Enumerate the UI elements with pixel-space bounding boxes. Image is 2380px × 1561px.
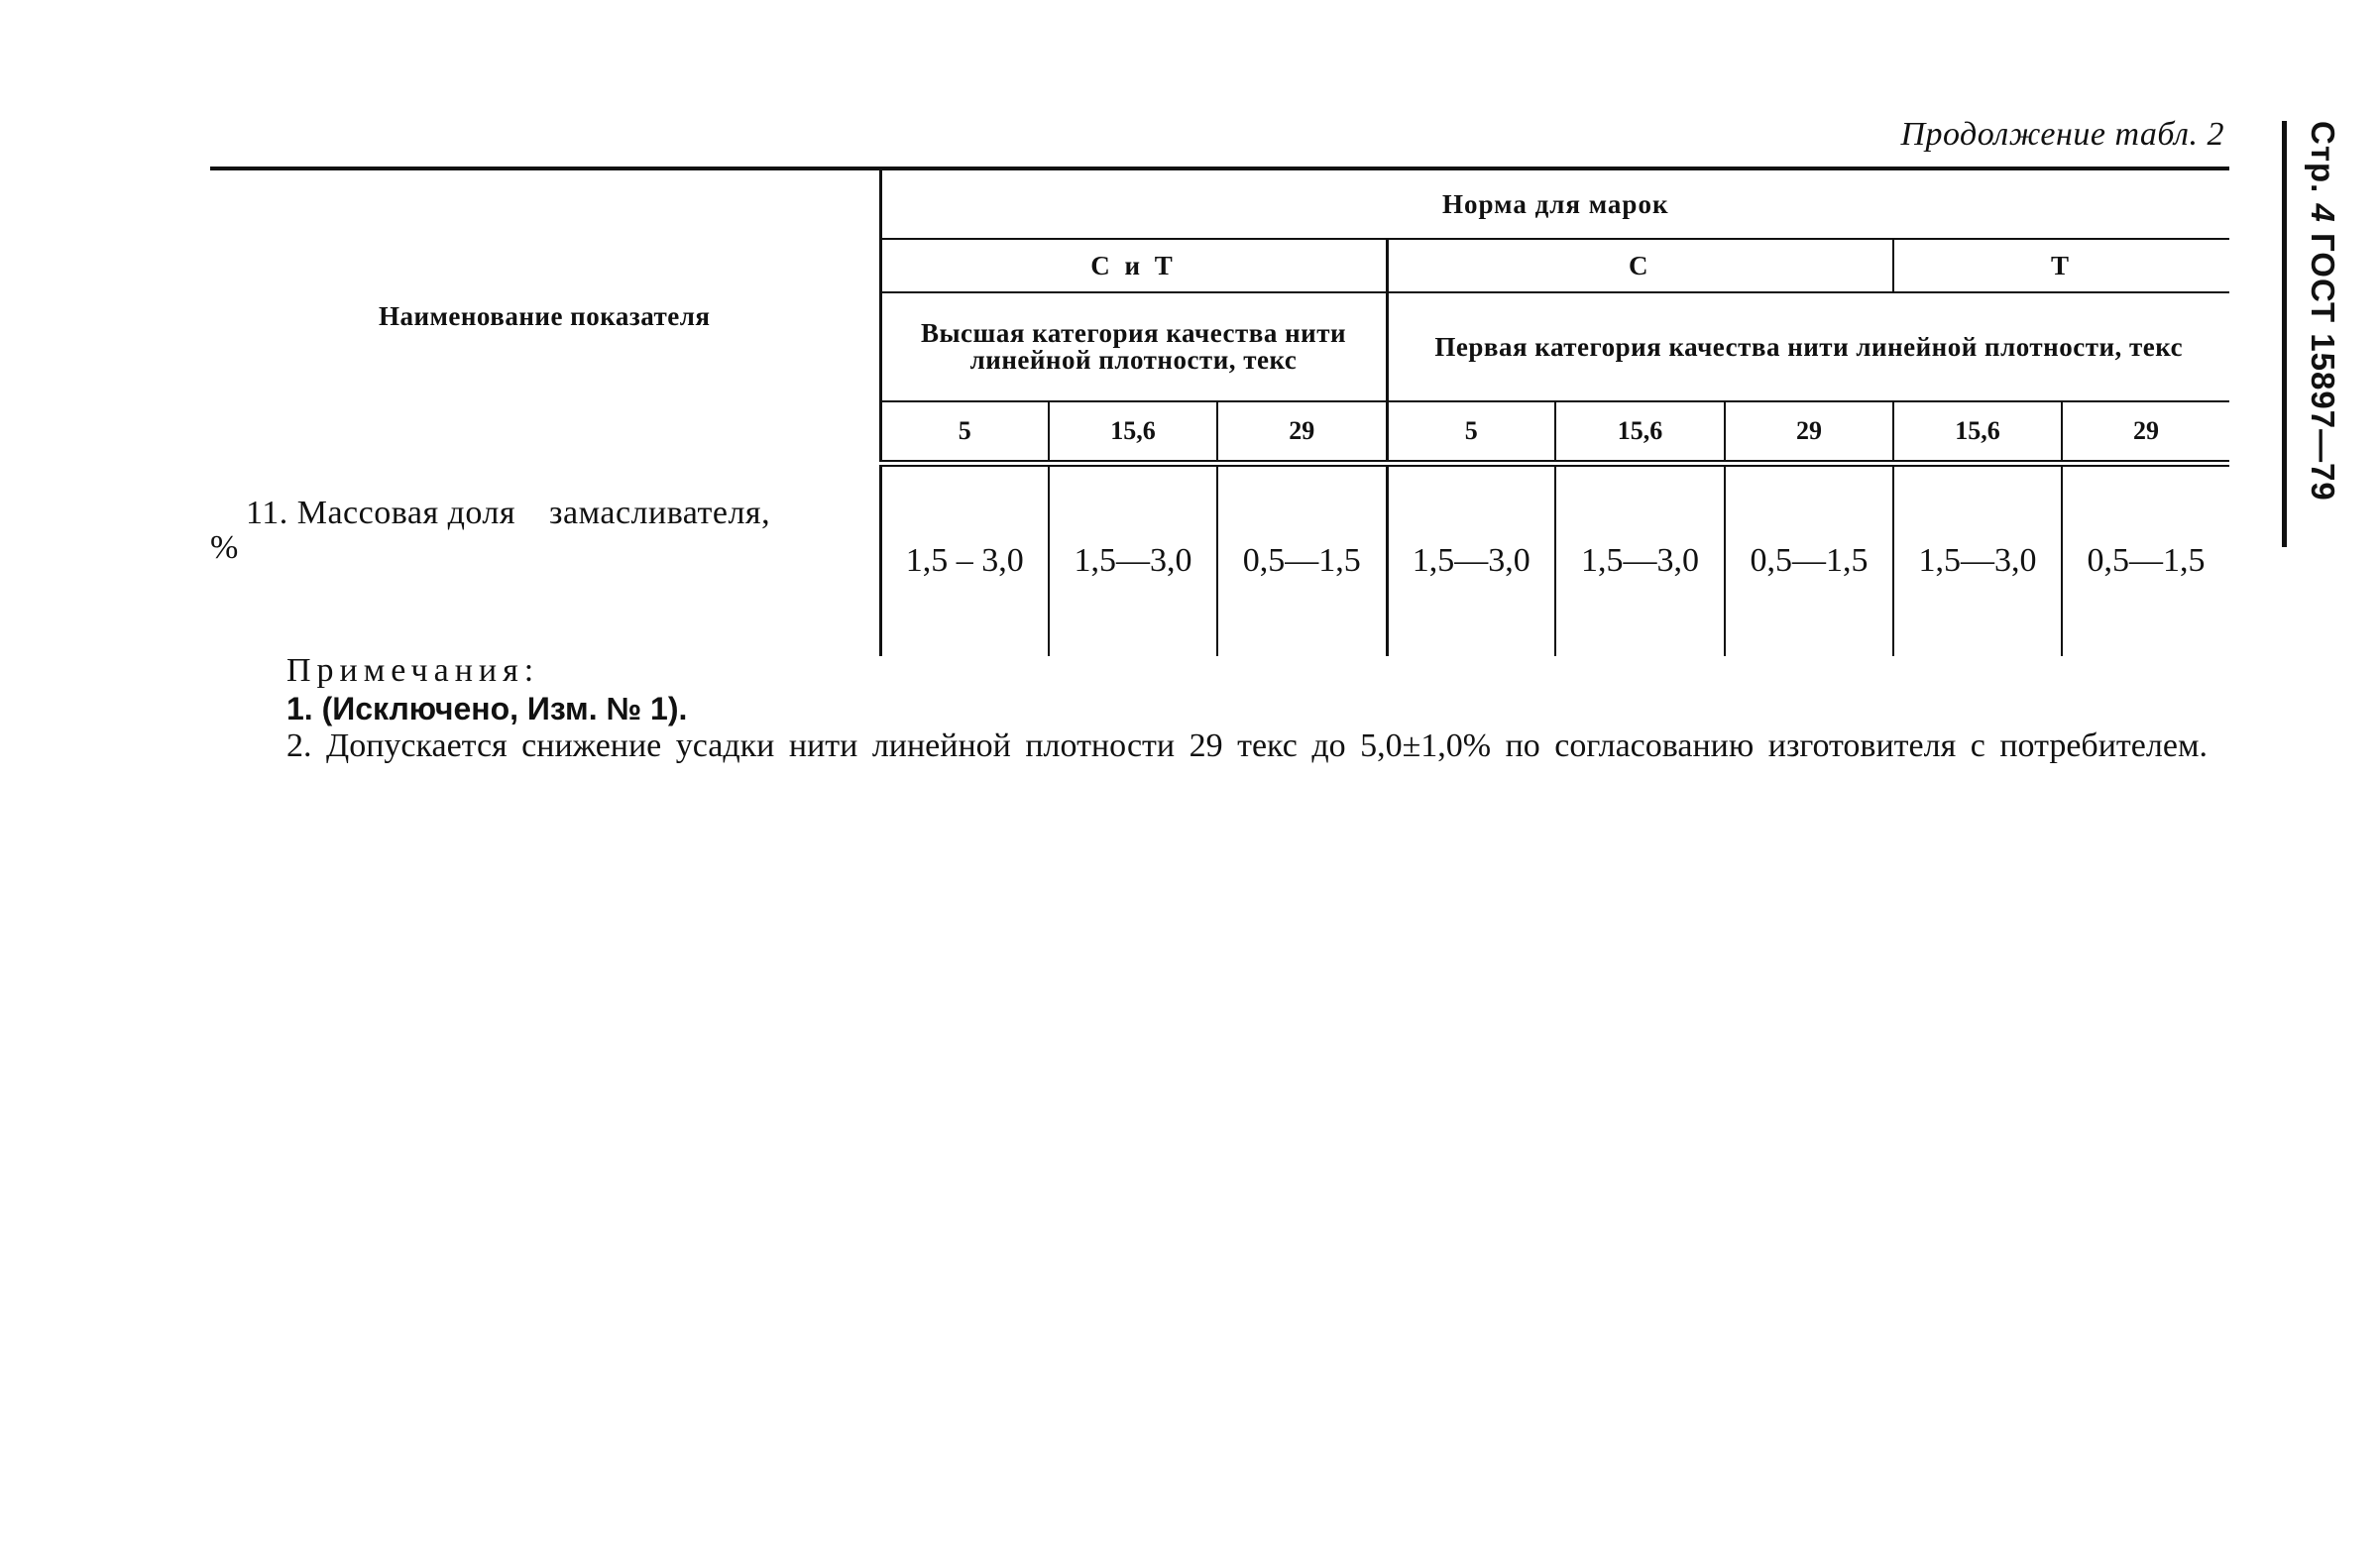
side-header-page-number: 4: [2305, 203, 2341, 223]
header-density: 15,6: [1555, 401, 1725, 464]
header-density: 5: [880, 401, 1049, 464]
notes-section: [210, 652, 2232, 765]
side-header-text: [2304, 121, 2341, 502]
table-cell: 1,5—3,0: [1893, 464, 2062, 656]
header-density: 15,6: [1049, 401, 1217, 464]
notes-title: Примечания:: [286, 652, 540, 689]
note-1: 1. (Исключено, Изм. № 1).: [286, 691, 688, 726]
row-name-part2: замасливателя,: [549, 494, 771, 531]
page-side-header: [2276, 121, 2341, 547]
table-cell: 1,5—3,0: [1387, 464, 1555, 656]
side-header-prefix: Стр.: [2305, 121, 2341, 194]
header-density: 29: [1217, 401, 1387, 464]
header-density: 29: [2062, 401, 2229, 464]
table-row: [210, 464, 2229, 656]
table-continuation-label: Продолжение табл. 2: [1900, 116, 2224, 153]
row-indicator-name: [210, 464, 880, 656]
table-cell: 0,5—1,5: [1217, 464, 1387, 656]
side-header-standard: ГОСТ 15897—79: [2305, 233, 2341, 502]
table-cell: 0,5—1,5: [1725, 464, 1893, 656]
table-cell: 1,5 – 3,0: [880, 464, 1049, 656]
header-norm-for-grades: Норма для марок: [880, 168, 2229, 239]
header-indicator-name: Наименование показателя: [210, 168, 880, 464]
table-cell: 1,5—3,0: [1049, 464, 1217, 656]
note-2: 2. Допускается снижение усадки нити линейной плотности 29 текс до 5,0±1,0% по согласованию изготовителя с потребителем.: [286, 727, 2208, 764]
header-grade-s: С: [1387, 239, 1893, 292]
row-name-part1: 11. Массовая доля: [246, 494, 516, 531]
header-density: 29: [1725, 401, 1893, 464]
row-name-part3: %: [210, 529, 239, 567]
specification-table: [210, 167, 2229, 656]
header-category-first: Первая категория качества нити линейной плотности, текс: [1387, 292, 2229, 401]
table-cell: 1,5—3,0: [1555, 464, 1725, 656]
header-density: 15,6: [1893, 401, 2062, 464]
side-header-rule: [2282, 121, 2287, 547]
header-grade-t: Т: [1893, 239, 2229, 292]
header-category-highest: Высшая категория качества нити линейной плотности, текс: [880, 292, 1387, 401]
header-density: 5: [1387, 401, 1555, 464]
header-grade-s-and-t: С и Т: [880, 239, 1387, 292]
table-cell: 0,5—1,5: [2087, 542, 2206, 580]
